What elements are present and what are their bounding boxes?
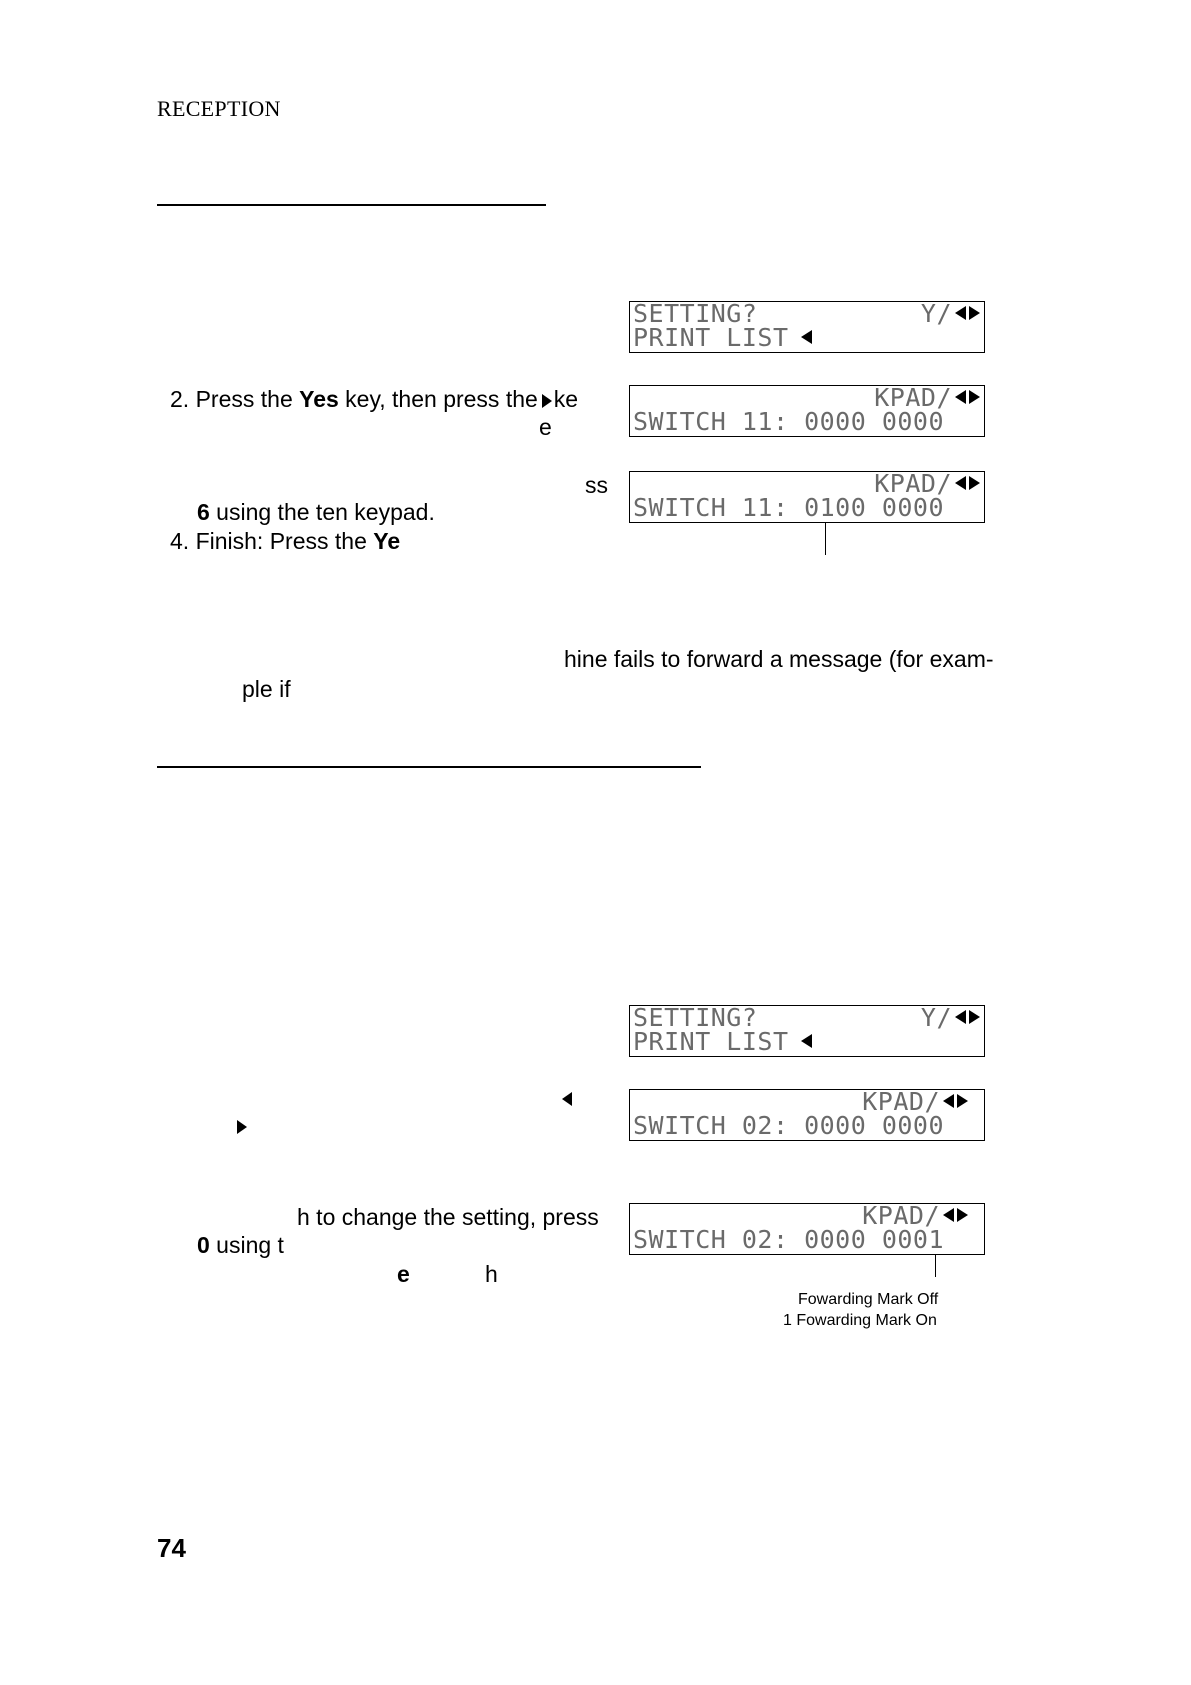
note-line1: hine fails to forward a message (for exam- [564,646,994,672]
step-text-tail: ke [553,386,579,412]
lcd-switch-value: SWITCH 02: 0000 0001 [633,1225,945,1254]
lcd-switch02-after [629,1203,985,1255]
right-arrow-icon [969,1010,980,1024]
left-arrow-icon [801,330,812,344]
step-text: using the ten keypad. [209,499,435,525]
left-arrow-icon [955,1010,966,1024]
right-arrow-icon [957,1208,968,1222]
lcd-line1-nav [920,1003,980,1032]
lcd-line1-text: SETTING? [633,1003,758,1032]
step-text: key, then press the [338,386,538,412]
step-3-line2 [197,498,435,526]
running-header: RECEPTION [157,96,281,121]
lcd-mode-text: KPAD/ [874,383,952,412]
lcd-mode-text: KPAD/ [874,469,952,498]
caption-mark-off: Fowarding Mark Off [798,1291,939,1308]
key-name: 6 [197,499,210,525]
lcd-line1-nav [920,299,980,328]
left-arrow-icon [943,1094,954,1108]
lcd-line2-text [633,323,812,352]
right-arrow-icon [969,390,980,404]
lcd-mode-text: Y/ [920,299,952,328]
step-3-line1: ss [585,472,608,498]
note-line2: ple if [242,676,291,702]
lcd-mode-text: Y/ [920,1003,952,1032]
lcd-menu-text: PRINT LIST [633,1027,789,1056]
page-number: 74 [157,1533,186,1563]
section-rule-1 [157,204,546,206]
key-name: 0 [197,1232,210,1258]
step-number: 4. [170,528,190,554]
left-arrow-icon [943,1208,954,1222]
lcd-setting-display-2 [629,1005,985,1057]
step-3-line3 [397,1260,410,1288]
right-arrow-icon [969,306,980,320]
lcd-switch02-before [629,1089,985,1141]
step-3-line2 [197,1231,284,1259]
lcd-mode-text: KPAD/ [862,1201,940,1230]
lcd-switch-value: SWITCH 11: 0100 0000 [633,493,945,522]
lcd-mode-text: KPAD/ [862,1087,940,1116]
left-arrow-icon [955,306,966,320]
right-arrow-icon [542,394,552,408]
lcd-switch-value: SWITCH 11: 0000 0000 [633,407,945,436]
right-arrow-icon [969,476,980,490]
left-arrow-icon [955,476,966,490]
right-arrow-icon [237,1120,247,1134]
right-arrow-icon [957,1094,968,1108]
left-arrow-icon [955,390,966,404]
left-arrow-icon [562,1092,572,1106]
key-name: Yes [299,386,339,412]
lcd-setting-display-1 [629,301,985,353]
lcd-switch-value: SWITCH 02: 0000 0000 [633,1111,945,1140]
step-4 [170,527,400,555]
step-2-line1 [170,385,578,413]
key-name: Ye [373,528,401,554]
key-name: e [397,1261,410,1287]
bit-pointer-line [825,523,826,555]
lcd-switch11-after [629,471,985,523]
caption-mark-on: 1 Fowarding Mark On [783,1312,937,1329]
step-text: Finish: Press the [195,528,374,554]
step-text: using t [209,1232,284,1258]
step-3-line3-tail: h [485,1261,498,1287]
step-text: Press the [195,386,300,412]
step-number: 2. [170,386,190,412]
lcd-line1-text: SETTING? [633,299,758,328]
section-rule-2 [157,766,701,768]
bit-pointer-line [935,1255,936,1277]
lcd-switch11-before [629,385,985,437]
left-arrow-icon [801,1034,812,1048]
lcd-line2-text [633,1027,812,1056]
lcd-menu-text: PRINT LIST [633,323,789,352]
step-3-line1: h to change the setting, press [297,1204,599,1230]
step-2-line2: e [539,414,552,440]
